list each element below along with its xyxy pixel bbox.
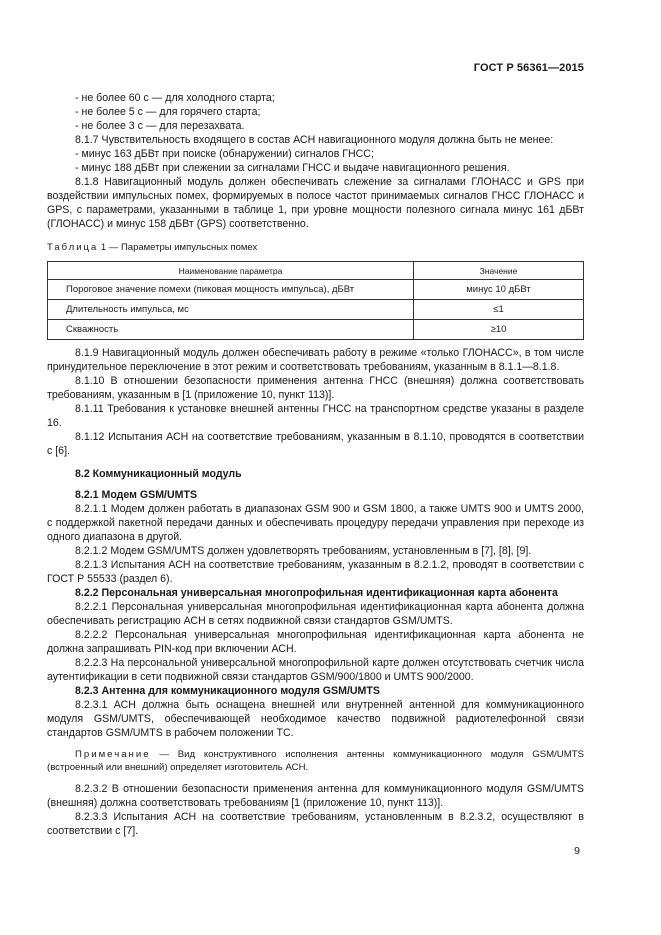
note — [47, 748, 584, 774]
paragraph-8-1-9: 8.1.9 Навигационный модуль должен обеспечивать работу в режиме «только ГЛОНАСС», в том числе принудительное переключение в этот режим и соответствовать требованиям, указанным в 8.1.1—8.1.8. — [47, 347, 584, 373]
table-caption — [47, 241, 584, 255]
table-cell: Пороговое значение помехи (пиковая мощность импульса), дБВт — [48, 280, 414, 300]
column-header-value: Значение — [414, 262, 584, 280]
table-cell: минус 10 дБВт — [414, 280, 584, 300]
paragraph-8-2-2-3: 8.2.2.3 На персональной универсальной многопрофильной карте должен отсутствовать счетчик числа аутентификации в сети подвижной связи стандартов GSM/900/1800 и UMTS 900/2000. — [47, 657, 584, 683]
table-caption-text: 1 — Параметры импульсных помех — [100, 242, 258, 253]
paragraph-8-2-3-2: 8.2.3.2 В отношении безопасности применения антенна для коммуникационного модуля GSM/UMTS (внешняя) должна соответствовать требованиям [1 (приложение 10, пункт 113)]. — [47, 783, 584, 809]
document-body — [47, 91, 584, 838]
paragraph-8-2-3-1: 8.2.3.1 АСН должна быть оснащена внешней или внутренней антенной для коммуникационного модуля GSM/UMTS, обеспечивающей необходимое качество подвижной радиотелефонной связи стандартов GSM/UMTS в рабочем положении ТС. — [47, 699, 584, 739]
note-text: — Вид конструктивного исполнения антенны коммуникационного модуля GSM/UMTS (встроенный или внешний) определяет изготовитель АСН. — [47, 749, 584, 773]
interference-parameters-table — [47, 261, 584, 340]
paragraph-8-1-8: 8.1.8 Навигационный модуль должен обеспечивать слежение за сигналами ГЛОНАСС и GPS при воздействии импульсных помех, формируемых в полосе частот принимаемых сигналов ГНСС ГЛОНАСС и GPS, с параметрами, указанными в таблице 1, при уровне мощности полезного сигнала минус 161 дБВт (ГЛОНАСС) и минус 158 дБВт (GPS) соответственно. — [47, 176, 584, 230]
paragraph-8-1-10: 8.1.10 В отношении безопасности применения антенна ГНСС (внешняя) должна соответствовать требованиям, указанным в [1 (приложение 10, пункт 113)]. — [47, 375, 584, 401]
section-heading-8-2-1: 8.2.1 Модем GSM/UMTS — [75, 489, 198, 501]
column-header-name: Наименование параметра — [48, 262, 414, 280]
table-caption-word: Таблица — [47, 242, 99, 253]
list-item: - не более 3 с — для перезахвата. — [75, 120, 245, 132]
table-header-row — [48, 262, 584, 280]
table-cell: Длительность импульса, мс — [48, 300, 414, 320]
paragraph-8-2-2-1: 8.2.2.1 Персональная универсальная многопрофильная идентификационная карта абонента должна обеспечивать регистрацию АСН в сетях подвижной связи стандартов GSM/UMTS. — [47, 601, 584, 627]
list-item: - не более 60 с — для холодного старта; — [75, 92, 275, 104]
paragraph-8-1-11: 8.1.11 Требования к установке внешней антенны ГНСС на транспортном средстве указаны в разделе 16. — [47, 403, 584, 429]
paragraph-8-2-1-2: 8.2.1.2 Модем GSM/UMTS должен удовлетворять требованиям, установленным в [7], [8], [9]. — [75, 545, 532, 557]
section-heading-8-2-3: 8.2.3 Антенна для коммуникационного модуля GSM/UMTS — [75, 685, 380, 697]
paragraph-8-2-3-3: 8.2.3.3 Испытания АСН на соответствие требованиям, установленным в 8.2.3.2, осуществляют в соответствии с [7]. — [47, 811, 584, 837]
section-heading-8-2-2: 8.2.2 Персональная универсальная многопрофильная идентификационная карта абонента — [75, 587, 558, 599]
paragraph-8-1-12: 8.1.12 Испытания АСН на соответствие требованиям, указанным в 8.1.10, проводятся в соответствии с [6]. — [47, 431, 584, 457]
section-heading-8-2: 8.2 Коммуникационный модуль — [75, 468, 242, 480]
table-row — [48, 320, 584, 340]
table-cell: ≤1 — [414, 300, 584, 320]
table-row — [48, 300, 584, 320]
paragraph-8-2-1-1: 8.2.1.1 Модем должен работать в диапазонах GSM 900 и GSM 1800, а также UMTS 900 и UMTS 2000, с поддержкой пакетной передачи данных и обеспечивать процедуру передачи управления при переходе из одного диапазона в другой. — [47, 503, 584, 543]
list-item: - минус 188 дБВт при слежении за сигналами ГНСС и выдаче навигационного решения. — [75, 162, 510, 174]
document-code: ГОСТ Р 56361—2015 — [473, 62, 584, 74]
table-cell: Скважность — [48, 320, 414, 340]
paragraph-8-2-2-2: 8.2.2.2 Персональная универсальная многопрофильная идентификационная карта абонента не должна запрашивать PIN-код при включении АСН. — [47, 629, 584, 655]
note-label: Примечание — [75, 749, 151, 760]
list-item: - не более 5 с — для горячего старта; — [75, 106, 261, 118]
table-cell: ≥10 — [414, 320, 584, 340]
page-number: 9 — [574, 845, 580, 857]
table-row — [48, 280, 584, 300]
paragraph-8-1-7: 8.1.7 Чувствительность входящего в состав АСН навигационного модуля должна быть не менее: — [75, 134, 554, 146]
paragraph-8-2-1-3: 8.2.1.3 Испытания АСН на соответствие требованиям, указанным в 8.2.1.2, проводят в соответствии с ГОСТ Р 55533 (раздел 6). — [47, 559, 584, 585]
list-item: - минус 163 дБВт при поиске (обнаружении) сигналов ГНСС; — [75, 148, 374, 160]
